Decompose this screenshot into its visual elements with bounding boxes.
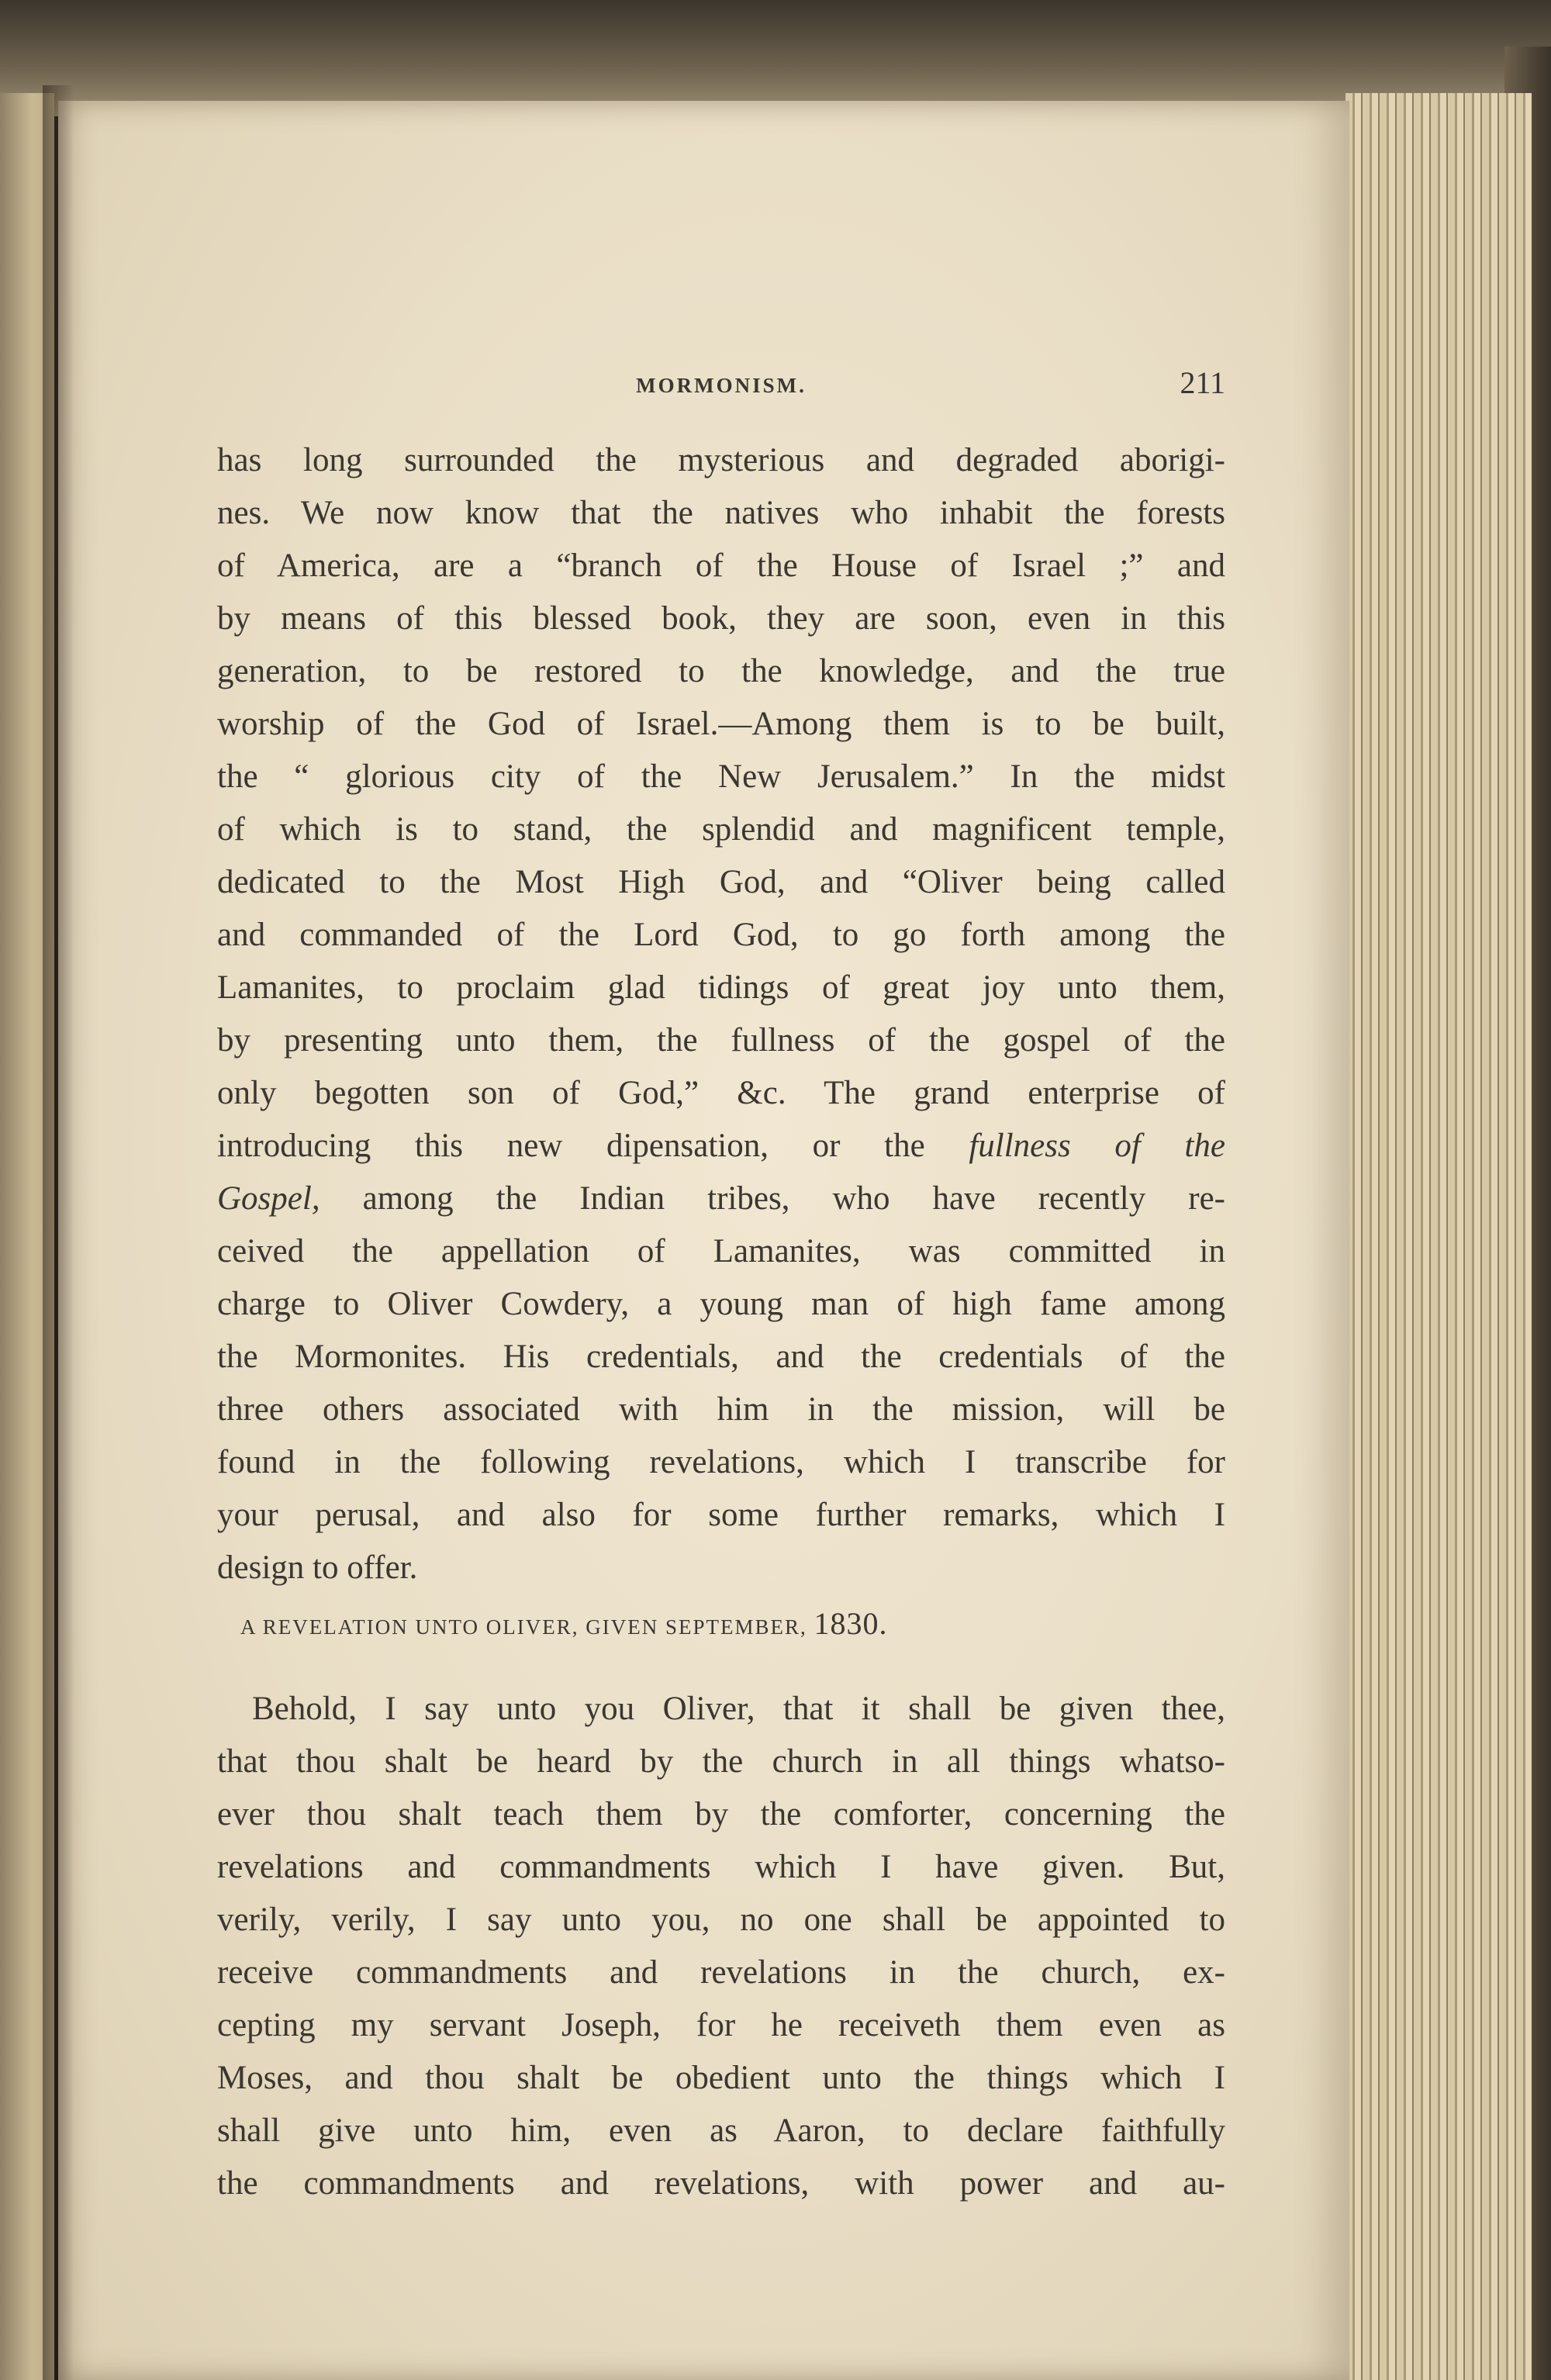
italic-phrase: Gospel,: [217, 1180, 320, 1217]
text-line: three others associated with him in the mission, will be: [217, 1391, 1225, 1428]
text-line: has long surrounded the mysterious and degraded aborigi-: [217, 442, 1225, 478]
text-line: Lamanites, to proclaim glad tidings of great joy unto them,: [217, 969, 1225, 1006]
text-line: of which is to stand, the splendid and magnificent temple,: [217, 811, 1225, 848]
text-line: only begotten son of God,” &c. The grand enterprise of: [217, 1075, 1225, 1111]
page-stack-edge: [1345, 93, 1532, 2380]
text-line-with-italic: [217, 1120, 1225, 1173]
text-line-with-italic: [217, 1173, 1225, 1225]
running-head-title: MORMONISM.: [636, 374, 807, 397]
paragraph-1: [217, 434, 1225, 1594]
gutter-shadow: [43, 85, 74, 2380]
text-line: design to offer.: [217, 1549, 418, 1586]
text-line: nes. We now know that the natives who inhabit the forests: [217, 495, 1225, 531]
text-line: by means of this blessed book, they are soon, even in this: [217, 600, 1225, 637]
text-fragment: among the Indian tribes, who have recently re-: [362, 1180, 1226, 1217]
text-line: dedicated to the Most High God, and “Oliver being called: [217, 864, 1225, 900]
text-line: receive commandments and revelations in the church, ex-: [217, 1954, 1225, 1991]
text-line: that thou shalt be heard by the church in all things whatso-: [217, 1743, 1225, 1780]
section-heading-year: 1830.: [813, 1606, 888, 1641]
text-line: found in the following revelations, which I transcribe for: [217, 1444, 1225, 1480]
text-line: ever thou shalt teach them by the comforter, concerning the: [217, 1796, 1225, 1832]
text-line: the commandments and revelations, with power and au-: [217, 2165, 1225, 2202]
text-line: Behold, I say unto you Oliver, that it shall be given thee,: [252, 1691, 1225, 1727]
text-fragment: introducing this new dipensation, or the: [217, 1128, 925, 1164]
text-line: revelations and commandments which I have given. But,: [217, 1849, 1225, 1885]
text-line: charge to Oliver Cowdery, a young man of high fame among: [217, 1286, 1225, 1322]
running-head: [217, 364, 1225, 411]
text-line: worship of the God of Israel.—Among them is to be built,: [217, 706, 1225, 742]
book-page: [58, 101, 1349, 2380]
text-line: generation, to be restored to the knowledge, and the true: [217, 653, 1225, 689]
text-line: of America, are a “branch of the House of Israel ;” and: [217, 548, 1225, 584]
text-line: ceived the appellation of Lamanites, was committed in: [217, 1233, 1225, 1269]
text-line: the Mormonites. His credentials, and the credentials of the: [217, 1339, 1225, 1375]
section-heading-text: A REVELATION UNTO OLIVER, GIVEN SEPTEMBER,: [240, 1615, 807, 1639]
paragraph-2: [217, 1683, 1225, 2210]
text-line: the “ glorious city of the New Jerusalem.” In the midst: [217, 758, 1225, 795]
text-line: by presenting unto them, the fullness of the gospel of the: [217, 1022, 1225, 1059]
italic-phrase: fullness of the: [969, 1128, 1226, 1164]
text-line: shall give unto him, even as Aaron, to declare faithfully: [217, 2112, 1225, 2149]
section-heading: [240, 1605, 1225, 1642]
text-line: Moses, and thou shalt be obedient unto the things which I: [217, 2060, 1225, 2096]
text-line: verily, verily, I say unto you, no one shall be appointed to: [217, 1902, 1225, 1938]
page-number: 211: [1180, 365, 1225, 400]
text-line: and commanded of the Lord God, to go forth among the: [217, 917, 1225, 953]
text-line: your perusal, and also for some further remarks, which I: [217, 1497, 1225, 1533]
text-line: cepting my servant Joseph, for he receiveth them even as: [217, 2007, 1225, 2043]
book-cover-top-edge: [0, 0, 1551, 116]
